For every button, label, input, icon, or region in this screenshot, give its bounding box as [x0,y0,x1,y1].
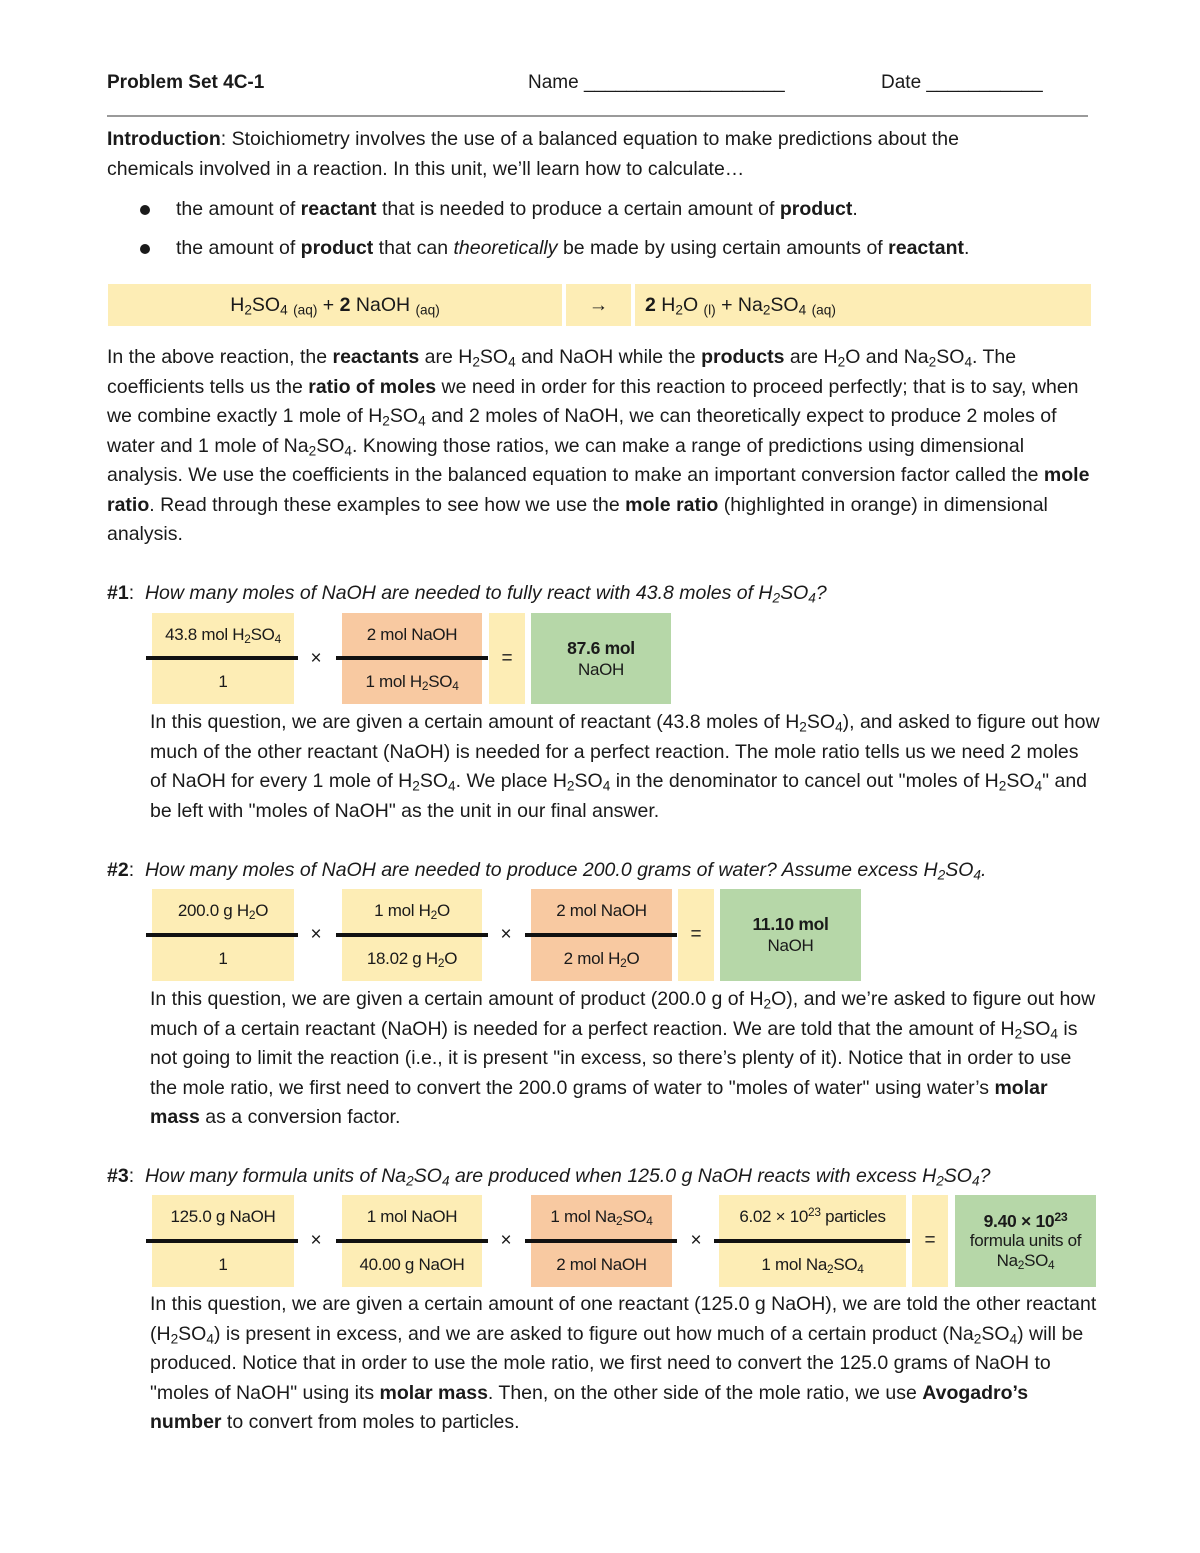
equation-left: $H_2SO_4$ $_{(aq)}$ + 2 NaOH $_{(aq)}$ [230,293,440,317]
intro-label: Introduction [107,128,221,150]
problem-3-answer: $9.40 \times 10^{23}$ formula units of $Na_2SO_4$ [955,1195,1096,1287]
problem-2-explanation: In this question, we are given a certain amount of product (200.0 g of $H_2O$), and we’re asked to figure out how much of a certain reactant (NaOH) is needed for a perfect reaction. We are told that the amount of $H_2SO_4$ is not going to limit the reaction (i.e., it is present "in excess, so there’s plenty of it). Notice that in order to use the mole ratio, we first need to convert the 200.0 grams of water to "moles of water" using water’s molar mass as a conversion factor. [150,988,1096,1128]
intro-paragraph [107,125,1097,184]
problem-1-answer: 87.6 mol NaOH [531,613,671,704]
multiply-sign: × [690,1230,702,1251]
equation-arrow-cell [566,284,631,326]
problem-3-avogadro-denominator: 1 mol $Na_2SO_4$ [719,1243,906,1287]
equation-right: 2 $H_2O$ $_{(l)} + Na_2SO_4$ $_{(aq)}$ [645,293,836,317]
date-field-label: Date ___________ [881,72,1043,93]
multiply-sign: × [310,924,322,945]
multiply-sign: × [500,924,512,945]
reaction-arrow-icon: → [588,293,609,316]
page-title: Problem Set 4C-1 [107,72,265,93]
problem-2-factor-1-denominator: 1 [152,937,294,981]
problem-3-avogadro-numerator: $6.02 \times 10^{23}$ particles [719,1195,906,1239]
problem-3-factor-1-numerator: 125.0 g NaOH [152,1195,294,1239]
multiply-sign: × [310,1230,322,1251]
problem-1-question: #1: How many moles of NaOH are needed to fully react with 43.8 moles of $H_2SO_4$? [107,582,827,606]
problem-2-molar-mass-numerator: 1 mol $H_2O$ [342,889,482,933]
intro-line-2: chemicals involved in a reaction. In this unit, we’ll learn how to calculate… [107,157,745,180]
equation-products [635,284,1091,326]
problem-3-molar-mass-denominator: 40.00 g NaOH [342,1243,482,1287]
problem-1-mole-ratio-numerator: 2 mol NaOH [342,613,482,657]
problem-2-question: #2: How many moles of NaOH are needed to produce 200.0 grams of water? Assume excess $H_2SO_4$. [107,859,987,883]
intro-line-1: : Stoichiometry involves the use of a balanced equation to make predictions about the [220,128,959,150]
problem-3-factor-1-denominator: 1 [152,1243,294,1287]
equals-sign: = [678,889,714,981]
problem-2-mole-ratio-numerator: 2 mol NaOH [531,889,672,933]
header-divider [107,115,1088,117]
bullet-text: the amount of product that can theoretically be made by using certain amounts of reactant. [176,237,970,259]
problem-3-explanation: In this question, we are given a certain amount of one reactant (125.0 g NaOH), we are told the other reactant $(H_2SO_4)$ is present in excess, and we are asked to figure out how much of a certain product $(Na_2SO_4)$ will be produced. Notice that in order to use the mole ratio, we first need to convert the 125.0 grams of NaOH to "moles of NaOH" using its molar mass. Then, on the other side of the mole ratio, we use Avogadro’s number to convert from moles to particles. [150,1293,1097,1433]
problem-2-molar-mass-denominator: 18.02 g $H_2O$ [342,937,482,981]
explanation-paragraph: In the above reaction, the reactants are $H_2SO_4$ and NaOH while the products are $H_2O$ and $Na_2SO_4$. The coefficients tells us the ratio of moles we need in order for this reaction to proceed perfectly; that is to say, when we combine exactly 1 mole of $H_2SO_4$ and 2 moles of NaOH, we can theoretically expect to produce 2 moles of water and 1 mole of $Na_2SO_4$. Knowing those ratios, we can make a range of predictions using dimensional analysis. We use the coefficients in the balanced equation to make an important conversion factor called the mole ratio. Read through these examples to see how we use the mole ratio (highlighted in orange) in dimensional analysis. [107,346,1090,545]
problem-3-mole-ratio-denominator: 2 mol NaOH [531,1243,672,1287]
equals-sign: = [912,1195,948,1287]
problem-1-explanation: In this question, we are given a certain amount of reactant (43.8 moles of $H_2SO_4$), and asked to figure out how much of the other reactant (NaOH) is needed for a perfect reaction. The mole ratio tells us we need 2 moles of NaOH for every 1 mole of $H_2SO_4$. We place $H_2SO_4$ in the denominator to cancel out "moles of $H_2SO_4$" and be left with "moles of NaOH" as the unit in our final answer. [150,711,1100,822]
bullet-text: the amount of reactant that is needed to produce a certain amount of product. [176,198,858,220]
problem-2-answer: 11.10 mol NaOH [720,889,861,981]
problem-3-molar-mass-numerator: 1 mol NaOH [342,1195,482,1239]
problem-2-mole-ratio-denominator: 2 mol $H_2O$ [531,937,672,981]
problem-3-mole-ratio-numerator: 1 mol $Na_2SO_4$ [531,1195,672,1239]
equation-reactants [108,284,562,326]
bullet-icon [140,205,150,215]
problem-1-mole-ratio-denominator: 1 mol $H_2SO_4$ [342,660,482,704]
problem-1-factor-1-denominator: 1 [152,660,294,704]
problem-1-factor-1-numerator: 43.8 mol $H_2SO_4$ [152,613,294,657]
multiply-sign: × [310,647,322,669]
multiply-sign: × [500,1230,512,1251]
name-field-label: Name ___________________ [528,72,785,93]
problem-3-question: #3: How many formula units of $Na_2SO_4$ are produced when 125.0 g NaOH reacts with excess $H_2SO_4$? [107,1165,991,1189]
problem-2-factor-1-numerator: 200.0 g $H_2O$ [152,889,294,933]
bullet-icon [140,244,150,254]
page-header [107,72,1087,98]
equals-sign: = [489,613,525,704]
